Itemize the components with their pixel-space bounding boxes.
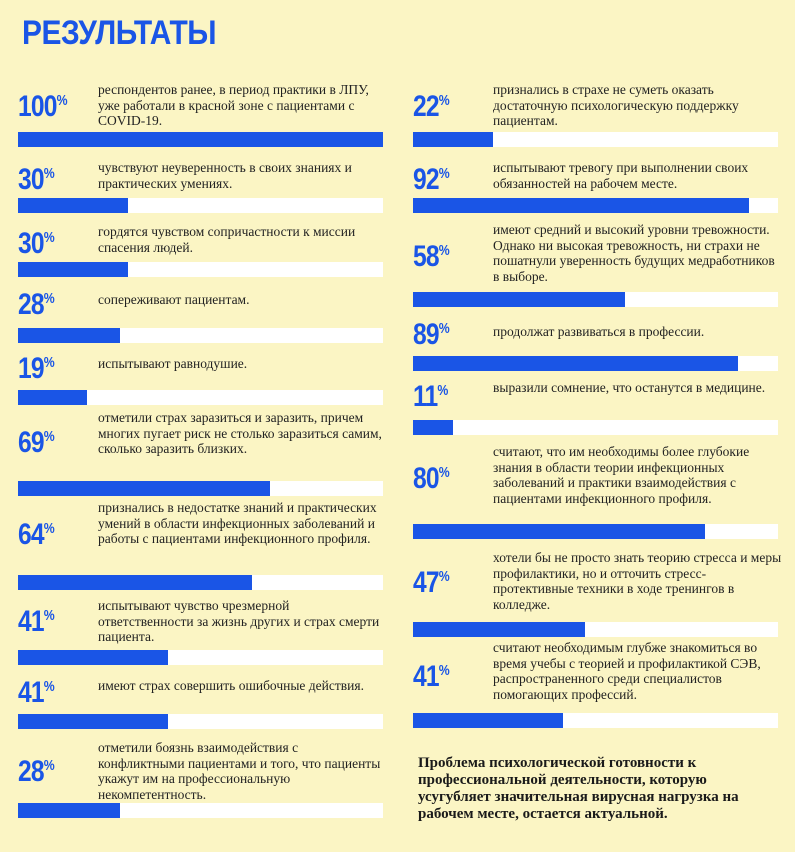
percent-value xyxy=(18,227,54,261)
percent-number: 80 xyxy=(413,462,439,495)
result-description: считают, что им необходимы более глубокие знания в области теории инфекционных заболеваний и практики взаимодействия с пациентами инфекционного профиля. xyxy=(493,444,750,506)
percent-number: 41 xyxy=(18,676,44,709)
bar-fill xyxy=(18,198,128,213)
percent-value xyxy=(18,163,54,197)
result-description: имеют средний и высокий уровни тревожности. Однако ни высокая тревожность, ни страхи не пошатнули уверенность будущих медработников в выборе. xyxy=(493,222,775,284)
page-title: РЕЗУЛЬТАТЫ xyxy=(22,14,217,52)
percent-value xyxy=(18,288,54,322)
percent-number: 28 xyxy=(18,755,44,788)
percent-value xyxy=(413,462,449,496)
percent-sign: % xyxy=(43,678,54,695)
percent-sign: % xyxy=(43,520,54,537)
result-description: хотели бы не просто знать теорию стресса и меры профилактики, но и отточить стресс-протективные техники в ходе тренингов в колледже. xyxy=(493,550,782,612)
bar-track xyxy=(413,132,778,147)
percent-sign: % xyxy=(438,320,449,337)
result-description: отметили страх заразиться и заразить, причем многих пугает риск не столько заразиться самим, сколько заразить близких. xyxy=(98,410,382,456)
bar-track xyxy=(413,622,778,637)
result-description: сопереживают пациентам. xyxy=(98,292,250,307)
percent-sign: % xyxy=(43,428,54,445)
percent-value xyxy=(413,240,449,274)
bar-track xyxy=(18,803,383,818)
percent-number: 47 xyxy=(413,566,439,599)
bar-track xyxy=(18,132,383,147)
result-description: выразили сомнение, что останутся в медицине. xyxy=(493,380,766,395)
percent-value xyxy=(413,90,449,124)
percent-sign: % xyxy=(43,354,54,371)
percent-value xyxy=(18,676,54,710)
bar-fill xyxy=(18,803,120,818)
percent-value xyxy=(18,352,54,386)
percent-value xyxy=(18,518,54,552)
bar-track xyxy=(18,390,383,405)
bar-fill xyxy=(413,292,625,307)
percent-number: 11 xyxy=(413,380,438,413)
result-description: признались в страхе не суметь оказать достаточную психологическую поддержку пациентам. xyxy=(493,82,739,128)
percent-sign: % xyxy=(43,607,54,624)
percent-number: 30 xyxy=(18,163,44,196)
percent-number: 19 xyxy=(18,352,44,385)
percent-number: 64 xyxy=(18,518,44,551)
percent-number: 92 xyxy=(413,163,439,196)
percent-sign: % xyxy=(438,92,449,109)
percent-value xyxy=(18,755,54,789)
bar-track xyxy=(18,575,383,590)
percent-sign: % xyxy=(437,382,448,399)
bar-fill xyxy=(18,328,120,343)
percent-sign: % xyxy=(438,242,449,259)
percent-sign: % xyxy=(43,229,54,246)
bar-fill xyxy=(18,481,270,496)
bar-fill xyxy=(18,650,168,665)
bar-track xyxy=(413,713,778,728)
result-description: отметили боязнь взаимодействия с конфликтными пациентами и того, что пациенты укажут им на профессиональную некомпетентность. xyxy=(98,740,381,802)
percent-value xyxy=(18,426,54,460)
percent-number: 28 xyxy=(18,288,44,321)
bar-fill xyxy=(413,356,738,371)
bar-fill xyxy=(18,390,87,405)
percent-sign: % xyxy=(43,165,54,182)
percent-number: 89 xyxy=(413,318,439,351)
percent-sign: % xyxy=(438,165,449,182)
percent-sign: % xyxy=(438,662,449,679)
percent-number: 41 xyxy=(18,605,44,638)
bar-track xyxy=(18,328,383,343)
bar-track xyxy=(18,481,383,496)
bar-fill xyxy=(18,262,128,277)
percent-sign: % xyxy=(438,568,449,585)
bar-track xyxy=(413,292,778,307)
percent-number: 69 xyxy=(18,426,44,459)
result-description: признались в недостатке знаний и практических умений в области инфекционных заболеваний и работы с пациентами инфекционного профиля. xyxy=(98,500,377,546)
bar-fill xyxy=(413,198,749,213)
percent-value xyxy=(413,566,449,600)
bar-fill xyxy=(18,714,168,729)
bar-fill xyxy=(413,524,705,539)
percent-number: 30 xyxy=(18,227,44,260)
percent-value xyxy=(413,318,449,352)
result-description: продолжат развиваться в профессии. xyxy=(493,324,705,339)
bar-fill xyxy=(413,622,585,637)
percent-sign: % xyxy=(56,92,67,109)
bar-fill xyxy=(18,132,383,147)
result-description: чувствуют неуверенность в своих знаниях и практических умениях. xyxy=(98,160,352,191)
result-description: имеют страх совершить ошибочные действия. xyxy=(98,678,364,693)
percent-value xyxy=(18,605,54,639)
percent-sign: % xyxy=(43,290,54,307)
bar-track xyxy=(413,420,778,435)
result-description: испытывают равнодушие. xyxy=(98,356,248,371)
bar-fill xyxy=(413,420,453,435)
percent-value xyxy=(18,90,67,124)
percent-value xyxy=(413,380,447,414)
percent-number: 22 xyxy=(413,90,439,123)
percent-value xyxy=(413,660,449,694)
bar-track xyxy=(18,198,383,213)
bar-track xyxy=(18,714,383,729)
bar-track xyxy=(413,524,778,539)
bar-track xyxy=(413,356,778,371)
percent-sign: % xyxy=(43,757,54,774)
result-description: считают необходимым глубже знакомиться во время учебы с теорией и профилактикой СЭВ, распространенного среди специалистов помогающих профессий. xyxy=(493,640,761,702)
percent-number: 58 xyxy=(413,240,439,273)
bar-fill xyxy=(413,132,493,147)
percent-sign: % xyxy=(438,464,449,481)
percent-number: 41 xyxy=(413,660,439,693)
bar-track xyxy=(18,262,383,277)
bar-track xyxy=(413,198,778,213)
percent-number: 100 xyxy=(18,90,57,123)
result-description: испытывают чувство чрезмерной ответственности за жизнь других и страх смерти пациента. xyxy=(98,598,380,644)
bar-fill xyxy=(413,713,563,728)
percent-value xyxy=(413,163,449,197)
bar-fill xyxy=(18,575,252,590)
conclusion-note: Проблема психологической готовности к профессиональной деятельности, которую усугубляет значительная вирусная нагрузка на рабочем месте, остается актуальной. xyxy=(418,755,739,822)
result-description: респондентов ранее, в период практики в ЛПУ, уже работали в красной зоне с пациентами с COVID-19. xyxy=(98,82,369,128)
bar-track xyxy=(18,650,383,665)
result-description: испытывают тревогу при выполнении своих обязанностей на рабочем месте. xyxy=(493,160,749,191)
result-description: гордятся чувством сопричастности к миссии спасения людей. xyxy=(98,224,356,255)
